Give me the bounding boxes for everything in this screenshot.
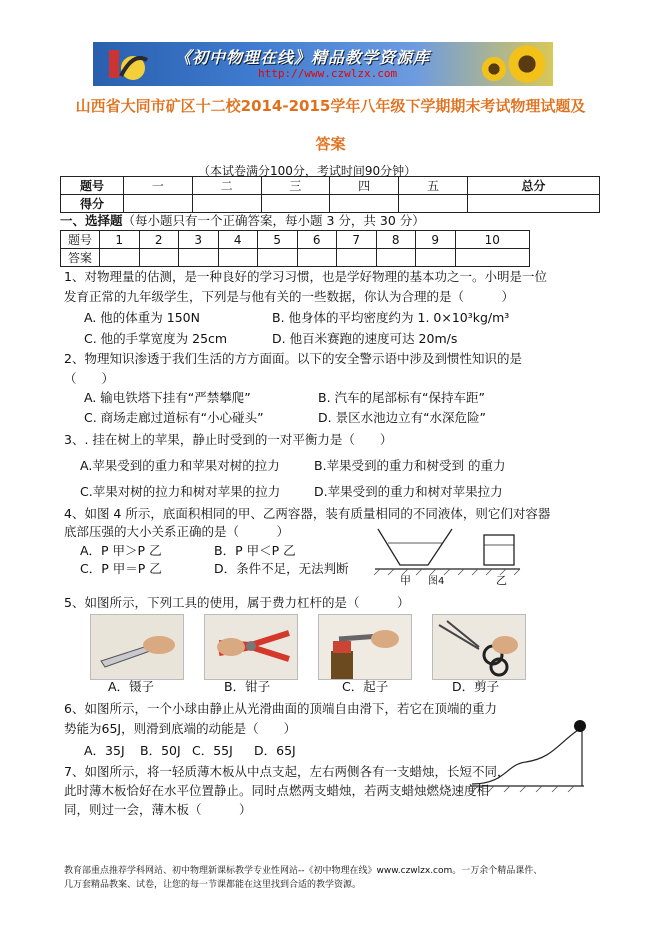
q3-option-a: A.苹果受到的重力和苹果对树的拉力: [80, 458, 280, 473]
q1-option-b: B. 他身体的平均密度约为 1. 0×10³kg/m³: [272, 310, 510, 325]
footer-line2: 几万套精品教案、试卷，让您的每一节课都能在这里找到合适的教学资源。: [64, 880, 362, 890]
answer-number: 10: [455, 231, 530, 249]
q2-option-d: D. 景区水池边立有“水深危险”: [318, 410, 487, 425]
score-cell: [467, 195, 599, 213]
q6-option-d: D．65J: [254, 743, 296, 758]
pliers-image: [204, 614, 298, 680]
q5-option-a: A．镊子: [108, 679, 155, 694]
q7-stem-line2: 此时薄木板恰好在水平位置静止。同时点燃两支蜡烛，若两支蜡烛燃烧速度相: [64, 783, 490, 798]
answer-number: 6: [297, 231, 337, 249]
q1-option-a: A. 他的体重为 150N: [84, 310, 200, 325]
q4-option-b: B．P 甲＜P 乙: [214, 543, 296, 558]
q6-option-a: A．35J: [84, 743, 125, 758]
answer-number: 7: [337, 231, 377, 249]
answer-cell: [337, 249, 377, 267]
score-header: 总分: [467, 177, 599, 195]
answer-number: 8: [376, 231, 416, 249]
score-cell: [192, 195, 261, 213]
exam-info: （本试卷满分100分，考试时间90分钟）: [198, 164, 417, 178]
answer-cell: [100, 249, 140, 267]
answer-number: 1: [100, 231, 140, 249]
q5-option-c: C．起子: [342, 679, 389, 694]
answer-number: 2: [139, 231, 179, 249]
answer-cell: [179, 249, 219, 267]
answer-table: [60, 230, 530, 267]
score-header: 一: [124, 177, 193, 195]
answer-number: 3: [179, 231, 219, 249]
score-row-label: 得分: [61, 195, 124, 213]
q5-stem: 5、如图所示，下列工具的使用，属于费力杠杆的是（ ）: [64, 595, 410, 610]
doc-title-line2: 答案: [315, 135, 346, 153]
score-cell: [124, 195, 193, 213]
footer-line1: 教育部重点推荐学科网站、初中物理新课标教学专业性网站--《初中物理在线》www.czwlzx.com。一万余个精品课件、: [64, 866, 543, 876]
q2-stem-line2: （ ）: [64, 371, 115, 386]
q2-option-c: C. 商场走廊过道标有“小心碰头”: [84, 410, 264, 425]
q4-option-d: D．条件不足，无法判断: [214, 561, 349, 576]
section1-note: （每小题只有一个正确答案，每小题 3 分，共 30 分）: [122, 213, 425, 228]
q1-stem-line2: 发育正常的九年级学生，下列是与他有关的一些数据，你认为合理的是（ ）: [64, 289, 515, 304]
q4-stem-line2: 底部压强的大小关系正确的是（ ）: [64, 524, 290, 539]
answer-cell: [258, 249, 298, 267]
answer-cell: [376, 249, 416, 267]
q3-option-b: B.苹果受到的重力和树受到 的重力: [314, 458, 506, 473]
q4-fig-label-left: 甲: [400, 574, 411, 587]
answer-number: 9: [416, 231, 456, 249]
answer-label: 答案: [61, 249, 100, 267]
score-cell: [399, 195, 468, 213]
q5-option-d: D．剪子: [452, 679, 500, 694]
q4-fig-caption: 图4: [428, 576, 445, 587]
section1-title: 一、选择题: [60, 213, 123, 228]
q4-option-c: C．P 甲＝P 乙: [80, 561, 162, 576]
q5-option-b: B．钳子: [224, 679, 271, 694]
sunflower-icon: [481, 56, 507, 82]
banner-url: http://www.czwlzx.com: [258, 67, 398, 80]
score-table: [60, 176, 600, 213]
answer-number: 4: [218, 231, 258, 249]
q6-stem-line2: 势能为65J，则滑到底端的动能是（ ）: [64, 721, 297, 736]
q3-option-d: D.苹果受到的重力和树对苹果拉力: [314, 484, 503, 499]
answer-cell: [455, 249, 530, 267]
q3-option-c: C.苹果对树的拉力和树对苹果的拉力: [80, 484, 281, 499]
score-cell: [261, 195, 330, 213]
score-header: 二: [192, 177, 261, 195]
answer-number: 5: [258, 231, 298, 249]
logo-icon: [107, 46, 149, 82]
bottle-opener-image: [318, 614, 412, 680]
score-header: 五: [399, 177, 468, 195]
scissors-image: [432, 614, 526, 680]
answer-cell: [218, 249, 258, 267]
q6-stem-line1: 6、如图所示，一个小球由静止从光滑曲面的顶端自由滑下，若它在顶端的重力: [64, 701, 497, 716]
score-header: 三: [261, 177, 330, 195]
q1-option-c: C. 他的手掌宽度为 25cm: [84, 331, 228, 346]
q6-option-c: C．55J: [192, 743, 233, 758]
doc-title-line1: 山西省大同市矿区十二校2014-2015学年八年级下学期期末考试物理试题及: [75, 97, 586, 115]
q1-stem-line1: 1、对物理量的估测，是一种良好的学习习惯，也是学好物理的基本功之一。小明是一位: [64, 269, 547, 284]
answer-label: 题号: [61, 231, 100, 249]
q1-option-d: D. 他百米赛跑的速度可达 20m/s: [272, 331, 458, 346]
q3-stem: 3、. 挂在树上的苹果，静止时受到的一对平衡力是（ ）: [64, 432, 393, 447]
ball-icon: [574, 720, 586, 732]
banner-title: 《初中物理在线》精品教学资源库: [175, 48, 431, 67]
q2-stem-line1: 2、物理知识渗透于我们生活的方方面面。以下的安全警示语中涉及到惯性知识的是: [64, 351, 522, 366]
section1-heading: [60, 212, 425, 229]
sunflower-icon: [507, 44, 547, 84]
answer-cell: [139, 249, 179, 267]
q2-option-a: A. 输电铁塔下挂有“严禁攀爬”: [84, 390, 251, 405]
q6-option-b: B．50J: [140, 743, 181, 758]
score-header: 四: [330, 177, 399, 195]
q4-fig-label-right: 乙: [496, 574, 507, 587]
tweezers-image: [90, 614, 184, 680]
q7-stem-line3: 同，则过一会，薄木板（ ）: [64, 802, 252, 817]
q7-stem-line1: 7、如图所示，将一轻质薄木板从中点支起，左右两侧各有一支蜡烛，长短不同，: [64, 764, 510, 779]
q4-option-a: A．P 甲＞P 乙: [80, 543, 162, 558]
q4-stem-line1: 4、如图 4 所示，底面积相同的甲、乙两容器，装有质量相同的不同液体，则它们对容器: [64, 506, 551, 521]
header-banner: [93, 42, 553, 86]
answer-cell: [297, 249, 337, 267]
score-cell: [330, 195, 399, 213]
q2-option-b: B. 汽车的尾部标有“保持车距”: [318, 390, 485, 405]
answer-cell: [416, 249, 456, 267]
score-header: 题号: [61, 177, 124, 195]
